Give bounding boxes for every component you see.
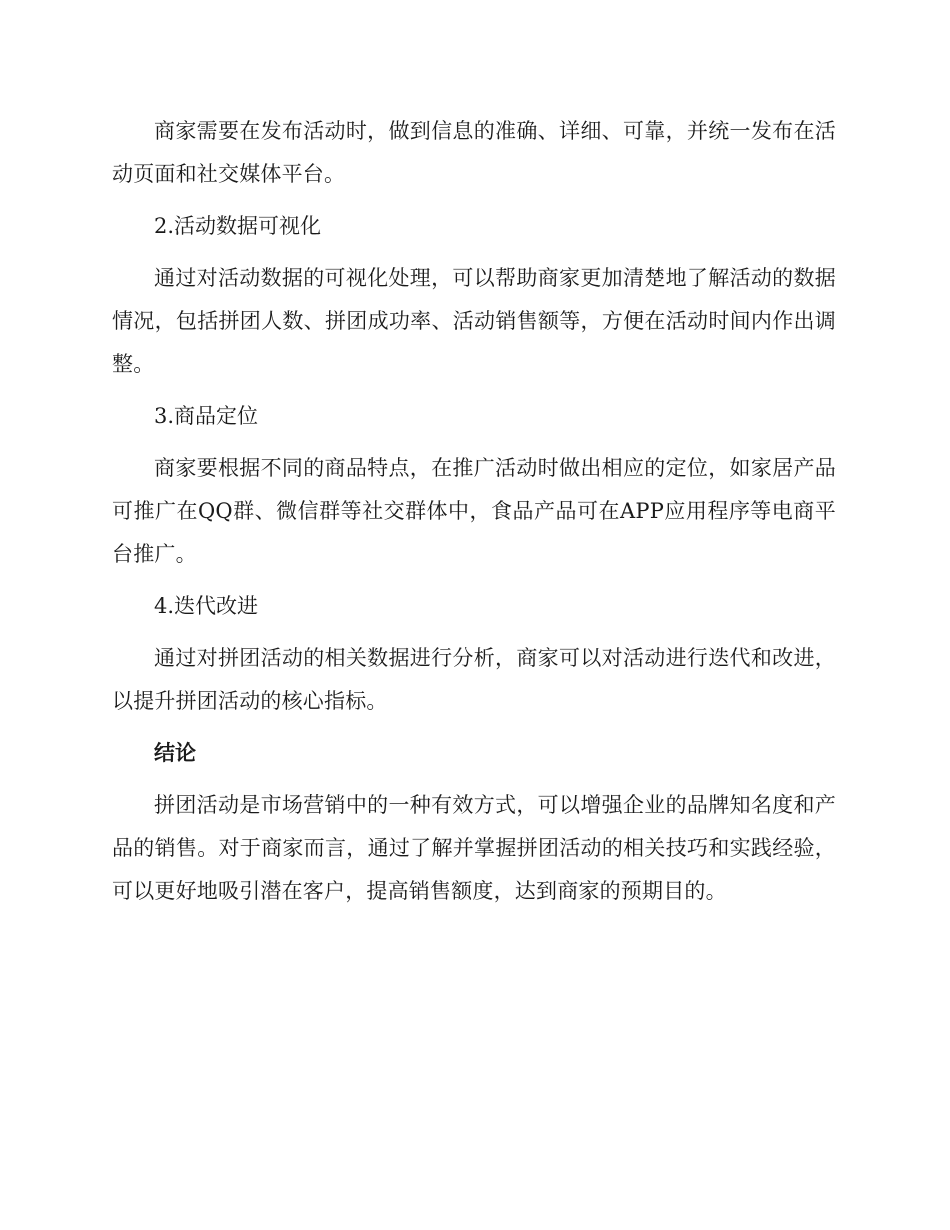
heading-iteration: 4.迭代改进: [154, 594, 259, 618]
document-page: [112, 110, 836, 913]
paragraph-conclusion: 拼团活动是市场营销中的一种有效方式，可以增强企业的品牌知名度和产品的销售。对于商家而言，通过了解并掌握拼团活动的相关技巧和实践经验，可以更好地吸引潜在客户，提高销售额度，达到商家的预期目的。: [112, 793, 836, 903]
paragraph-iteration: 通过对拼团活动的相关数据进行分析，商家可以对活动进行迭代和改进，以提升拼团活动的核心指标。: [112, 646, 836, 713]
heading-data-visualization: 2.活动数据可视化: [154, 214, 322, 238]
paragraph-product-positioning: 商家要根据不同的商品特点，在推广活动时做出相应的定位，如家居产品可推广在QQ群、微信群等社交群体中，食品产品可在APP应用程序等电商平台推广。: [112, 456, 836, 566]
paragraph-publish-info: 商家需要在发布活动时，做到信息的准确、详细、可靠，并统一发布在活动页面和社交媒体平台。: [112, 119, 836, 186]
section-title-conclusion: 结论: [154, 741, 196, 765]
heading-product-positioning: 3.商品定位: [154, 404, 259, 428]
paragraph-data-visualization: 通过对活动数据的可视化处理，可以帮助商家更加清楚地了解活动的数据情况，包括拼团人数、拼团成功率、活动销售额等，方便在活动时间内作出调整。: [112, 266, 836, 376]
